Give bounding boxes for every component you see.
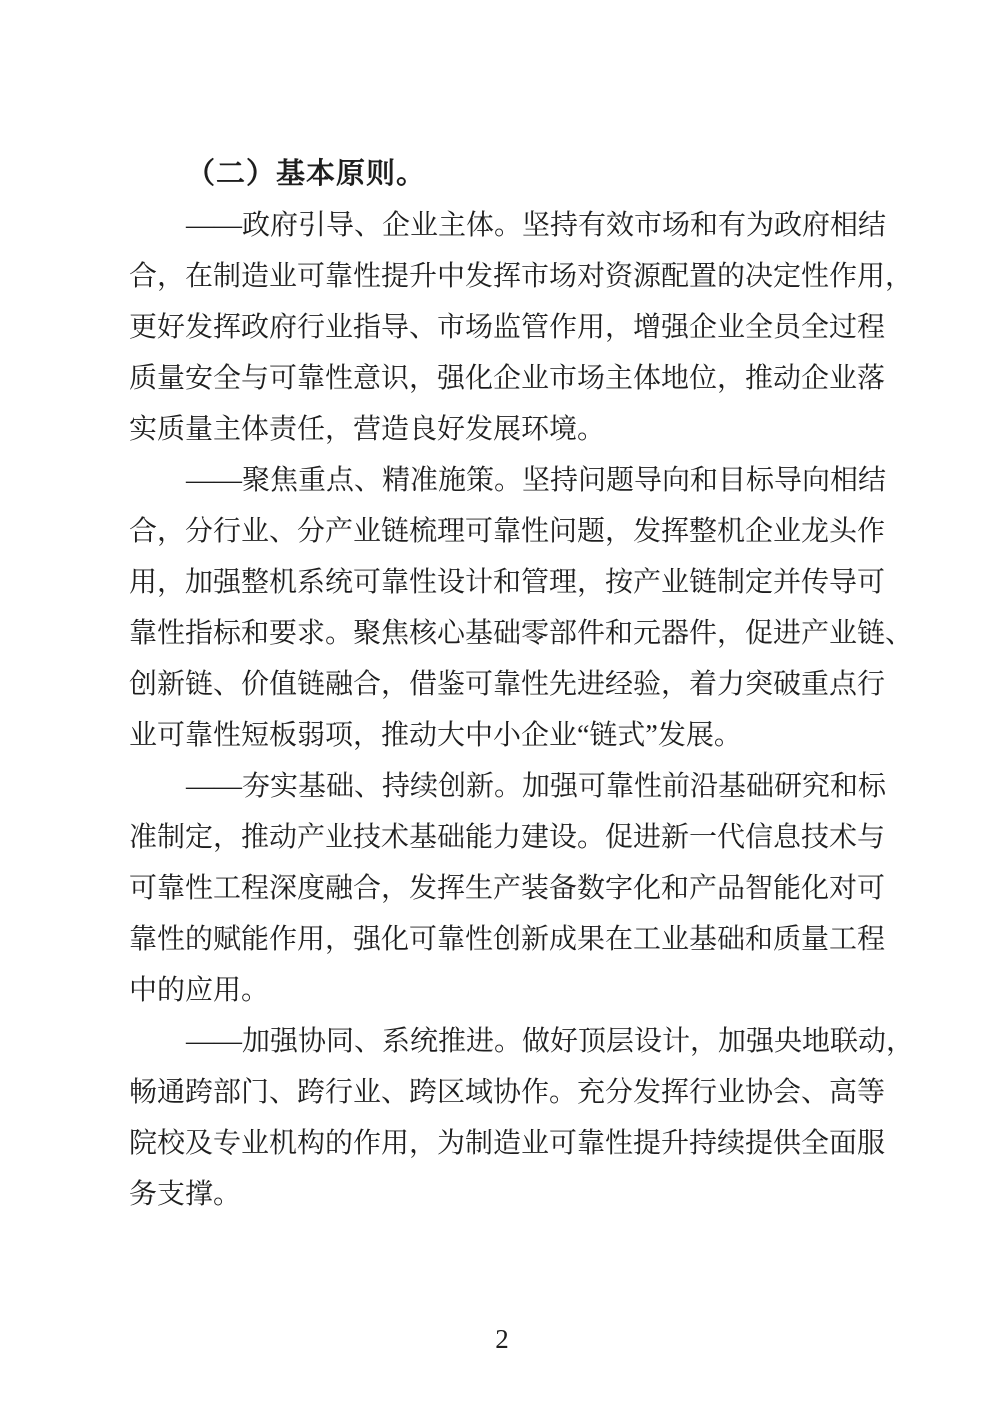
body-line: 院校及专业机构的作用，为制造业可靠性提升持续提供全面服	[129, 1128, 886, 1159]
paragraph	[129, 1016, 915, 1220]
body-line: 创新链、价值链融合，借鉴可靠性先进经验，着力突破重点行	[129, 669, 886, 700]
body-line: 中的应用。	[129, 975, 270, 1006]
section-heading: （二）基本原则。	[186, 158, 427, 190]
body-line: 靠性的赋能作用，强化可靠性创新成果在工业基础和质量工程	[129, 924, 886, 955]
body-line: 实质量主体责任，营造良好发展环境。	[129, 414, 606, 445]
body-line: 靠性指标和要求。聚焦核心基础零部件和元器件，促进产业链、	[129, 618, 914, 649]
paragraph	[129, 761, 887, 1016]
body-line: 合，分行业、分产业链梳理可靠性问题，发挥整机企业龙头作	[129, 516, 886, 547]
body-line: 务支撑。	[129, 1179, 242, 1210]
body-line: ——政府引导、企业主体。坚持有效市场和有为政府相结	[186, 210, 887, 241]
body-line: 用，加强整机系统可靠性设计和管理，按产业链制定并传导可	[129, 567, 886, 598]
body-line: 畅通跨部门、跨行业、跨区域协作。充分发挥行业协会、高等	[129, 1077, 886, 1108]
page-number: 2	[495, 1324, 509, 1354]
body-line: 更好发挥政府行业指导、市场监管作用，增强企业全员全过程	[129, 312, 886, 343]
body-line: 可靠性工程深度融合，发挥生产装备数字化和产品智能化对可	[129, 873, 886, 904]
text-block	[129, 149, 915, 1220]
body-line: 质量安全与可靠性意识，强化企业市场主体地位，推动企业落	[129, 363, 886, 394]
body-line: ——加强协同、系统推进。做好顶层设计，加强央地联动，	[186, 1026, 915, 1057]
body-line: 准制定，推动产业技术基础能力建设。促进新一代信息技术与	[129, 822, 886, 853]
body-line: ——夯实基础、持续创新。加强可靠性前沿基础研究和标	[186, 771, 887, 802]
body-line: 业可靠性短板弱项，推动大中小企业“链式”发展。	[129, 720, 742, 751]
paragraph	[129, 455, 914, 761]
body-line: 合，在制造业可靠性提升中发挥市场对资源配置的决定性作用，	[129, 261, 914, 292]
paragraph	[129, 200, 914, 455]
body-line: ——聚焦重点、精准施策。坚持问题导向和目标导向相结	[186, 465, 887, 496]
